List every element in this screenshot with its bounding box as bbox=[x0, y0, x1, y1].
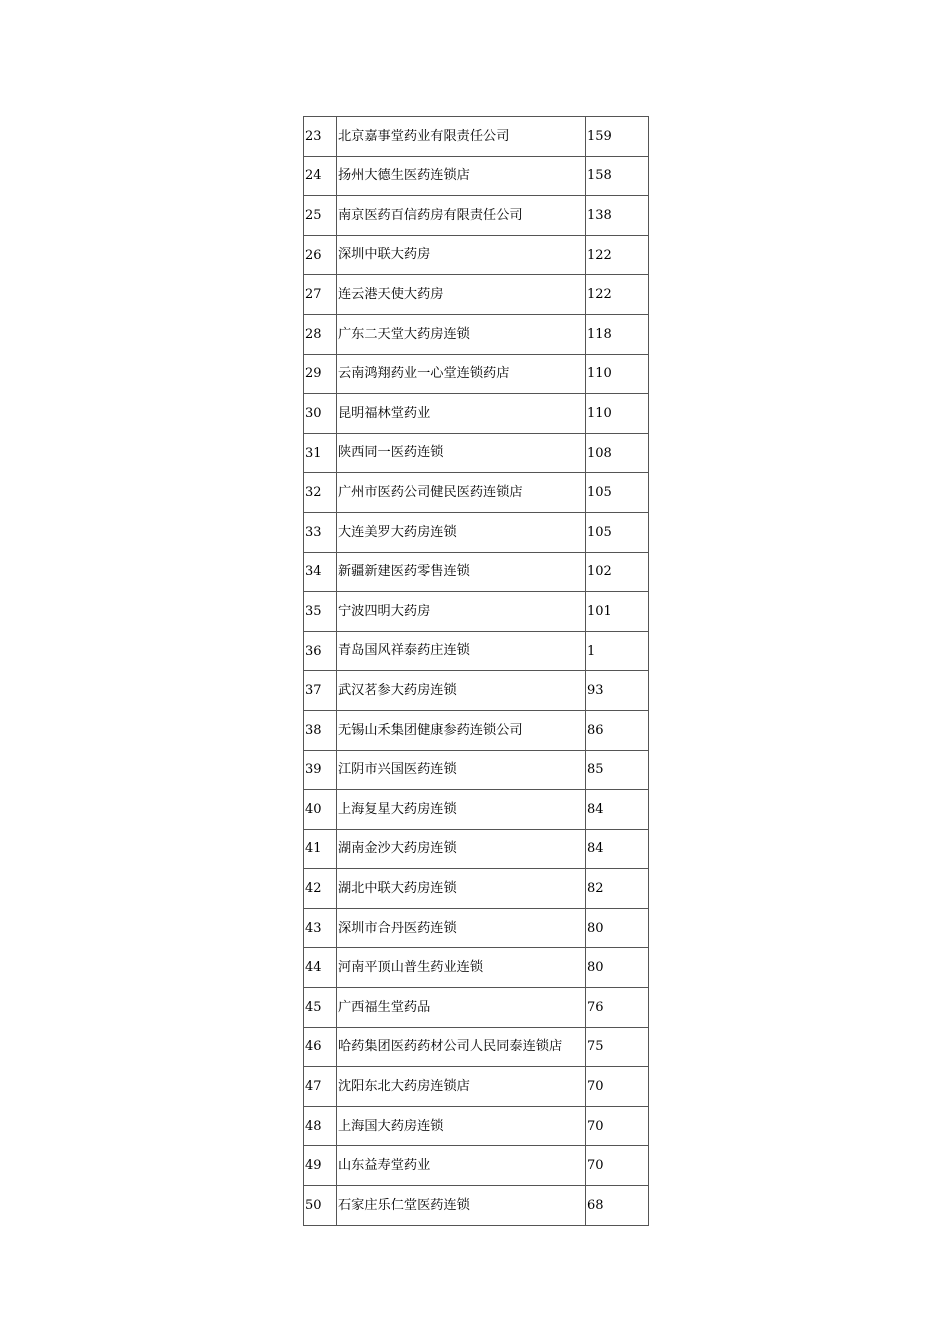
rank-cell: 41 bbox=[304, 829, 337, 869]
table-row bbox=[304, 671, 649, 711]
store-count-cell: 70 bbox=[586, 1067, 649, 1107]
company-name-cell: 宁波四明大药房 bbox=[337, 592, 586, 632]
rank-cell: 23 bbox=[304, 117, 337, 157]
table-row bbox=[304, 1146, 649, 1186]
table-row bbox=[304, 1027, 649, 1067]
store-count-cell: 110 bbox=[586, 394, 649, 434]
store-count-cell: 101 bbox=[586, 592, 649, 632]
rank-cell: 28 bbox=[304, 314, 337, 354]
store-count-cell: 86 bbox=[586, 710, 649, 750]
store-count-cell: 68 bbox=[586, 1186, 649, 1226]
store-count-cell: 102 bbox=[586, 552, 649, 592]
company-name-cell: 石家庄乐仁堂医药连锁 bbox=[337, 1186, 586, 1226]
rank-cell: 36 bbox=[304, 631, 337, 671]
rank-cell: 48 bbox=[304, 1106, 337, 1146]
rank-cell: 25 bbox=[304, 196, 337, 236]
company-name-cell: 江阴市兴国医药连锁 bbox=[337, 750, 586, 790]
store-count-cell: 138 bbox=[586, 196, 649, 236]
store-count-cell: 70 bbox=[586, 1146, 649, 1186]
company-name-cell: 广东二天堂大药房连锁 bbox=[337, 314, 586, 354]
store-count-cell: 118 bbox=[586, 314, 649, 354]
rank-cell: 30 bbox=[304, 394, 337, 434]
company-name-cell: 上海复星大药房连锁 bbox=[337, 790, 586, 830]
ranking-table bbox=[303, 116, 649, 1226]
table-row bbox=[304, 314, 649, 354]
rank-cell: 32 bbox=[304, 473, 337, 513]
table-row bbox=[304, 196, 649, 236]
store-count-cell: 105 bbox=[586, 512, 649, 552]
company-name-cell: 连云港天使大药房 bbox=[337, 275, 586, 315]
table-row bbox=[304, 552, 649, 592]
company-name-cell: 无锡山禾集团健康参药连锁公司 bbox=[337, 710, 586, 750]
company-name-cell: 山东益寿堂药业 bbox=[337, 1146, 586, 1186]
company-name-cell: 湖北中联大药房连锁 bbox=[337, 869, 586, 909]
company-name-cell: 广州市医药公司健民医药连锁店 bbox=[337, 473, 586, 513]
rank-cell: 34 bbox=[304, 552, 337, 592]
rank-cell: 37 bbox=[304, 671, 337, 711]
table-row bbox=[304, 1067, 649, 1107]
company-name-cell: 陕西同一医药连锁 bbox=[337, 433, 586, 473]
store-count-cell: 105 bbox=[586, 473, 649, 513]
rank-cell: 47 bbox=[304, 1067, 337, 1107]
rank-cell: 33 bbox=[304, 512, 337, 552]
table-row bbox=[304, 117, 649, 157]
table-row bbox=[304, 988, 649, 1028]
rank-cell: 45 bbox=[304, 988, 337, 1028]
table-row bbox=[304, 869, 649, 909]
store-count-cell: 110 bbox=[586, 354, 649, 394]
store-count-cell: 108 bbox=[586, 433, 649, 473]
rank-cell: 44 bbox=[304, 948, 337, 988]
company-name-cell: 上海国大药房连锁 bbox=[337, 1106, 586, 1146]
rank-cell: 26 bbox=[304, 235, 337, 275]
company-name-cell: 云南鸿翔药业一心堂连锁药店 bbox=[337, 354, 586, 394]
rank-cell: 49 bbox=[304, 1146, 337, 1186]
table-row bbox=[304, 710, 649, 750]
ranking-table-body bbox=[304, 117, 649, 1226]
company-name-cell: 湖南金沙大药房连锁 bbox=[337, 829, 586, 869]
rank-cell: 43 bbox=[304, 908, 337, 948]
table-row bbox=[304, 473, 649, 513]
company-name-cell: 南京医药百信药房有限责任公司 bbox=[337, 196, 586, 236]
rank-cell: 38 bbox=[304, 710, 337, 750]
store-count-cell: 76 bbox=[586, 988, 649, 1028]
company-name-cell: 深圳市合丹医药连锁 bbox=[337, 908, 586, 948]
rank-cell: 50 bbox=[304, 1186, 337, 1226]
store-count-cell: 75 bbox=[586, 1027, 649, 1067]
table-row bbox=[304, 235, 649, 275]
table-row bbox=[304, 275, 649, 315]
company-name-cell: 沈阳东北大药房连锁店 bbox=[337, 1067, 586, 1107]
table-row bbox=[304, 156, 649, 196]
rank-cell: 29 bbox=[304, 354, 337, 394]
rank-cell: 24 bbox=[304, 156, 337, 196]
rank-cell: 40 bbox=[304, 790, 337, 830]
company-name-cell: 昆明福林堂药业 bbox=[337, 394, 586, 434]
table-row bbox=[304, 631, 649, 671]
rank-cell: 31 bbox=[304, 433, 337, 473]
table-row bbox=[304, 750, 649, 790]
company-name-cell: 广西福生堂药品 bbox=[337, 988, 586, 1028]
rank-cell: 27 bbox=[304, 275, 337, 315]
table-row bbox=[304, 433, 649, 473]
table-row bbox=[304, 790, 649, 830]
store-count-cell: 85 bbox=[586, 750, 649, 790]
rank-cell: 35 bbox=[304, 592, 337, 632]
rank-cell: 42 bbox=[304, 869, 337, 909]
table-row bbox=[304, 394, 649, 434]
store-count-cell: 82 bbox=[586, 869, 649, 909]
store-count-cell: 84 bbox=[586, 829, 649, 869]
store-count-cell: 80 bbox=[586, 908, 649, 948]
rank-cell: 46 bbox=[304, 1027, 337, 1067]
store-count-cell: 159 bbox=[586, 117, 649, 157]
table-row bbox=[304, 592, 649, 632]
store-count-cell: 84 bbox=[586, 790, 649, 830]
store-count-cell: 1 bbox=[586, 631, 649, 671]
company-name-cell: 青岛国风祥泰药庄连锁 bbox=[337, 631, 586, 671]
company-name-cell: 河南平顶山普生药业连锁 bbox=[337, 948, 586, 988]
store-count-cell: 158 bbox=[586, 156, 649, 196]
store-count-cell: 122 bbox=[586, 235, 649, 275]
rank-cell: 39 bbox=[304, 750, 337, 790]
company-name-cell: 哈药集团医药药材公司人民同泰连锁店 bbox=[337, 1027, 586, 1067]
company-name-cell: 大连美罗大药房连锁 bbox=[337, 512, 586, 552]
store-count-cell: 93 bbox=[586, 671, 649, 711]
table-row bbox=[304, 354, 649, 394]
table-row bbox=[304, 829, 649, 869]
company-name-cell: 扬州大德生医药连锁店 bbox=[337, 156, 586, 196]
store-count-cell: 70 bbox=[586, 1106, 649, 1146]
table-row bbox=[304, 1106, 649, 1146]
company-name-cell: 北京嘉事堂药业有限责任公司 bbox=[337, 117, 586, 157]
company-name-cell: 武汉茗参大药房连锁 bbox=[337, 671, 586, 711]
table-row bbox=[304, 908, 649, 948]
company-name-cell: 深圳中联大药房 bbox=[337, 235, 586, 275]
table-row bbox=[304, 512, 649, 552]
store-count-cell: 80 bbox=[586, 948, 649, 988]
table-row bbox=[304, 1186, 649, 1226]
company-name-cell: 新疆新建医药零售连锁 bbox=[337, 552, 586, 592]
table-row bbox=[304, 948, 649, 988]
store-count-cell: 122 bbox=[586, 275, 649, 315]
